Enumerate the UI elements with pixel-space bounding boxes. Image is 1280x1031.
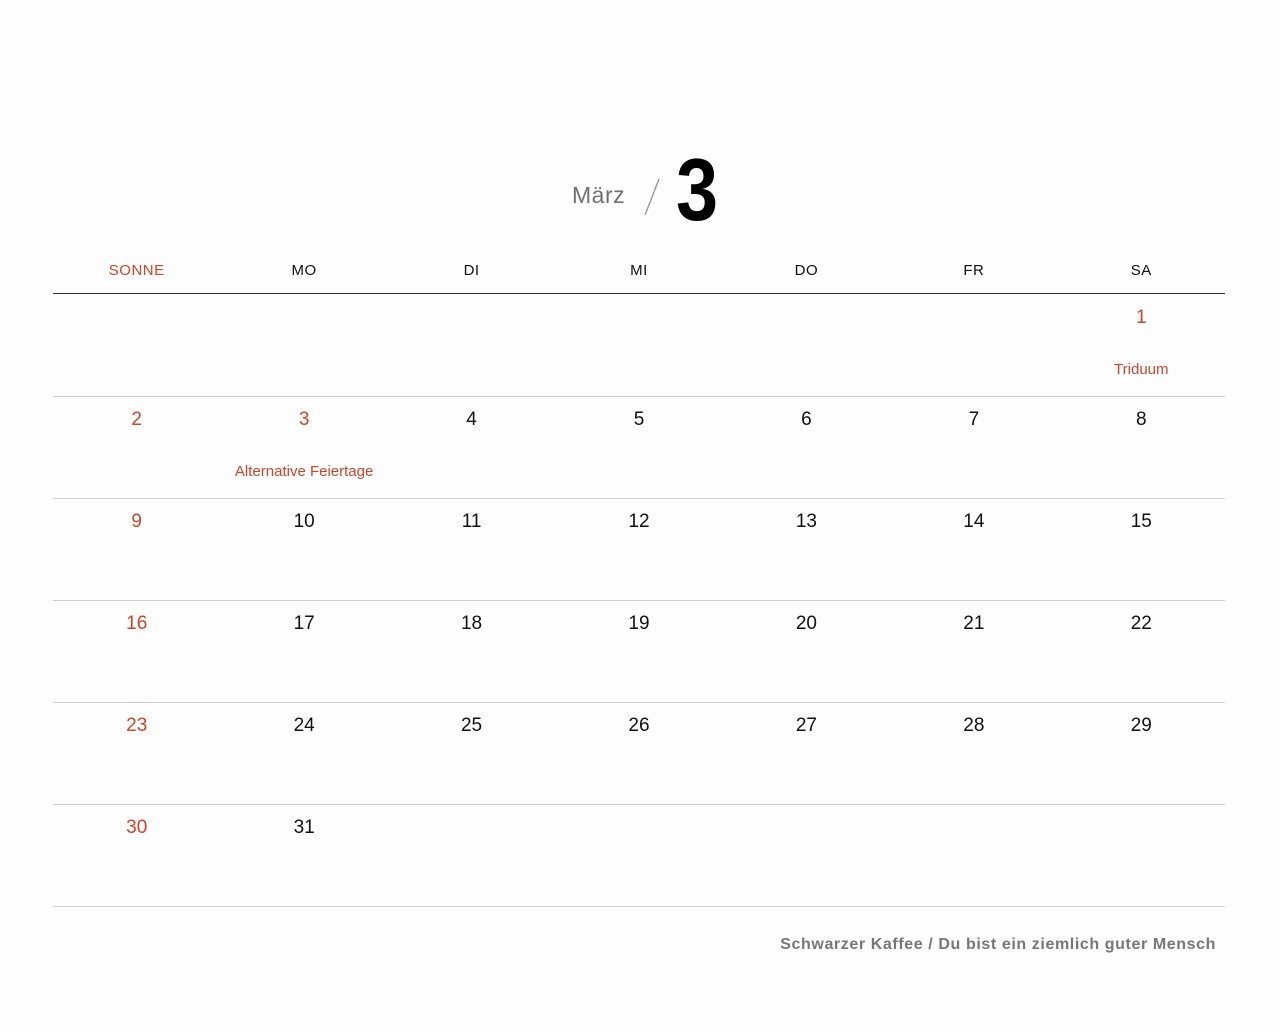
day-cell[interactable] xyxy=(53,805,220,906)
weekday-label: DO xyxy=(794,262,819,279)
day-cell[interactable] xyxy=(53,601,220,702)
day-cell[interactable] xyxy=(388,601,555,702)
day-number: 30 xyxy=(126,817,148,838)
day-cell[interactable] xyxy=(890,601,1057,702)
day-cell[interactable] xyxy=(723,397,890,498)
weekday-label: MO xyxy=(291,262,317,279)
empty-day-cell xyxy=(220,295,387,396)
day-cell[interactable] xyxy=(53,499,220,600)
day-cell[interactable] xyxy=(53,703,220,804)
day-number: 14 xyxy=(963,511,985,532)
day-number: 17 xyxy=(293,613,315,634)
day-cell[interactable] xyxy=(220,397,387,498)
weekday-label: DI xyxy=(463,262,480,279)
day-number: 19 xyxy=(628,613,650,634)
day-number: 11 xyxy=(461,511,482,532)
day-number: 12 xyxy=(628,511,650,532)
day-number: 13 xyxy=(795,511,817,532)
day-number: 27 xyxy=(795,715,817,736)
day-cell[interactable] xyxy=(555,601,722,702)
day-number: 31 xyxy=(293,817,315,838)
day-number: 24 xyxy=(293,715,315,736)
day-number: 6 xyxy=(801,409,812,430)
day-cell[interactable] xyxy=(555,499,722,600)
day-cell[interactable] xyxy=(1058,295,1225,396)
holiday-note: Alternative Feiertage xyxy=(234,463,374,480)
day-number: 21 xyxy=(963,613,985,634)
empty-day-cell xyxy=(555,295,722,396)
weekday-header-row xyxy=(53,262,1225,284)
empty-day-cell xyxy=(388,295,555,396)
day-number: 16 xyxy=(126,613,148,634)
day-number: 15 xyxy=(1130,511,1152,532)
day-cell[interactable] xyxy=(1058,703,1225,804)
weekday-label: SA xyxy=(1130,262,1152,279)
weekday-label: SONNE xyxy=(108,262,165,279)
day-number: 26 xyxy=(628,715,650,736)
day-number: 23 xyxy=(126,715,148,736)
day-cell[interactable] xyxy=(890,703,1057,804)
day-number: 22 xyxy=(1130,613,1152,634)
day-cell[interactable] xyxy=(890,397,1057,498)
day-number: 8 xyxy=(1135,409,1147,430)
calendar-header xyxy=(0,140,1280,240)
slash-divider xyxy=(644,178,660,216)
day-cell[interactable] xyxy=(723,601,890,702)
day-number: 1 xyxy=(1135,307,1147,328)
empty-day-cell xyxy=(53,295,220,396)
calendar-grid xyxy=(53,295,1225,907)
week-row xyxy=(53,601,1225,703)
day-cell[interactable] xyxy=(388,703,555,804)
holiday-note: Triduum xyxy=(1114,361,1169,378)
day-number: 7 xyxy=(968,409,980,430)
empty-day-cell xyxy=(388,805,555,906)
footer-caption: Schwarzer Kaffee / Du bist ein ziemlich guter Mensch xyxy=(780,936,1216,953)
day-cell[interactable] xyxy=(53,397,220,498)
day-number: 10 xyxy=(293,511,315,532)
day-cell[interactable] xyxy=(388,397,555,498)
day-number: 5 xyxy=(633,409,645,430)
week-row xyxy=(53,397,1225,499)
day-cell[interactable] xyxy=(220,601,387,702)
header-divider xyxy=(53,293,1225,294)
empty-day-cell xyxy=(555,805,722,906)
empty-day-cell xyxy=(723,295,890,396)
day-number: 18 xyxy=(460,613,483,634)
empty-day-cell xyxy=(723,805,890,906)
day-number: 29 xyxy=(1130,715,1152,736)
day-cell[interactable] xyxy=(388,499,555,600)
day-number: 2 xyxy=(131,409,142,430)
week-row xyxy=(53,805,1225,907)
week-row xyxy=(53,295,1225,397)
empty-day-cell xyxy=(1058,805,1225,906)
day-cell[interactable] xyxy=(220,805,387,906)
empty-day-cell xyxy=(890,295,1057,396)
day-cell[interactable] xyxy=(220,703,387,804)
day-number: 25 xyxy=(460,715,483,736)
day-cell[interactable] xyxy=(1058,397,1225,498)
month-number: 3 xyxy=(676,140,719,239)
day-cell[interactable] xyxy=(723,703,890,804)
weekday-label: MI xyxy=(630,262,648,279)
month-name: März xyxy=(572,182,626,208)
day-cell[interactable] xyxy=(1058,601,1225,702)
day-number: 4 xyxy=(466,409,477,430)
day-cell[interactable] xyxy=(220,499,387,600)
day-cell[interactable] xyxy=(555,397,722,498)
day-cell[interactable] xyxy=(1058,499,1225,600)
weekday-label: FR xyxy=(963,262,985,279)
empty-day-cell xyxy=(890,805,1057,906)
day-cell[interactable] xyxy=(555,703,722,804)
day-number: 28 xyxy=(963,715,985,736)
week-row xyxy=(53,703,1225,805)
day-cell[interactable] xyxy=(890,499,1057,600)
day-number: 3 xyxy=(298,409,310,430)
week-row xyxy=(53,499,1225,601)
day-number: 20 xyxy=(795,613,817,634)
day-number: 9 xyxy=(131,511,142,532)
day-cell[interactable] xyxy=(723,499,890,600)
